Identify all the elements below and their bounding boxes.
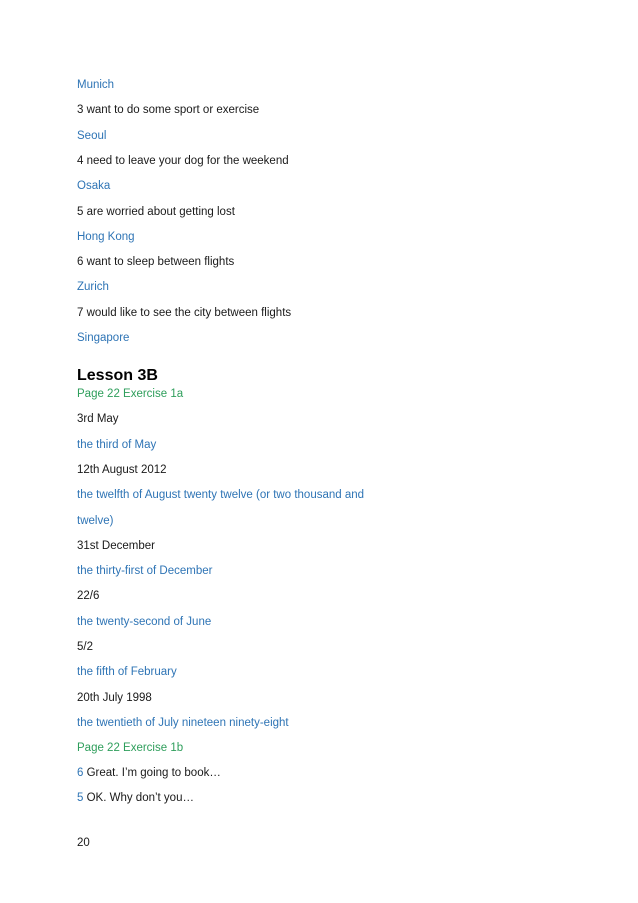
answer-line: the twelfth of August twenty twelve (or two thousand and [77,489,365,502]
exercise-1b-line [77,766,221,780]
answer-line: Osaka [77,180,111,193]
prompt-line: 5/2 [77,641,93,653]
prompt-line: 6 want to sleep between flights [77,256,235,269]
prompt-line: 22/6 [77,590,100,603]
answer-line: Seoul [77,129,107,142]
exercise-label: Page 22 Exercise 1b [77,742,184,755]
answer-line: twelve) [77,514,114,527]
prompt-line: 4 need to leave your dog for the weekend [77,154,289,167]
answer-line: Singapore [77,332,130,344]
answer-number: 6 [77,767,84,779]
answer-line: the twenty-second of June [77,615,212,628]
exercise-label: Page 22 Exercise 1a [77,388,184,400]
page-number: 20 [77,837,90,849]
answer-line: Zurich [77,281,109,294]
prompt-line: 31st December [77,539,155,552]
lesson-heading: Lesson 3B [77,367,158,384]
prompt-line: 3 want to do some sport or exercise [77,104,260,117]
prompt-line: 3rd May [77,413,119,426]
answer-line: the fifth of February [77,666,177,679]
answer-line: Munich [77,79,115,91]
answer-line: Hong Kong [77,230,135,243]
answer-line: the third of May [77,438,157,451]
exercise-1b-line [77,791,194,805]
answer-text: Great. I’m going to book… [83,767,221,779]
answer-text: OK. Why don’t you… [83,792,194,805]
answer-line: the thirty-first of December [77,565,213,578]
prompt-line: 20th July 1998 [77,691,152,704]
answer-number: 5 [77,792,84,805]
answer-line: the twentieth of July nineteen ninety-eight [77,716,289,729]
prompt-line: 12th August 2012 [77,463,167,476]
prompt-line: 5 are worried about getting lost [77,205,235,218]
prompt-line: 7 would like to see the city between flights [77,306,292,319]
